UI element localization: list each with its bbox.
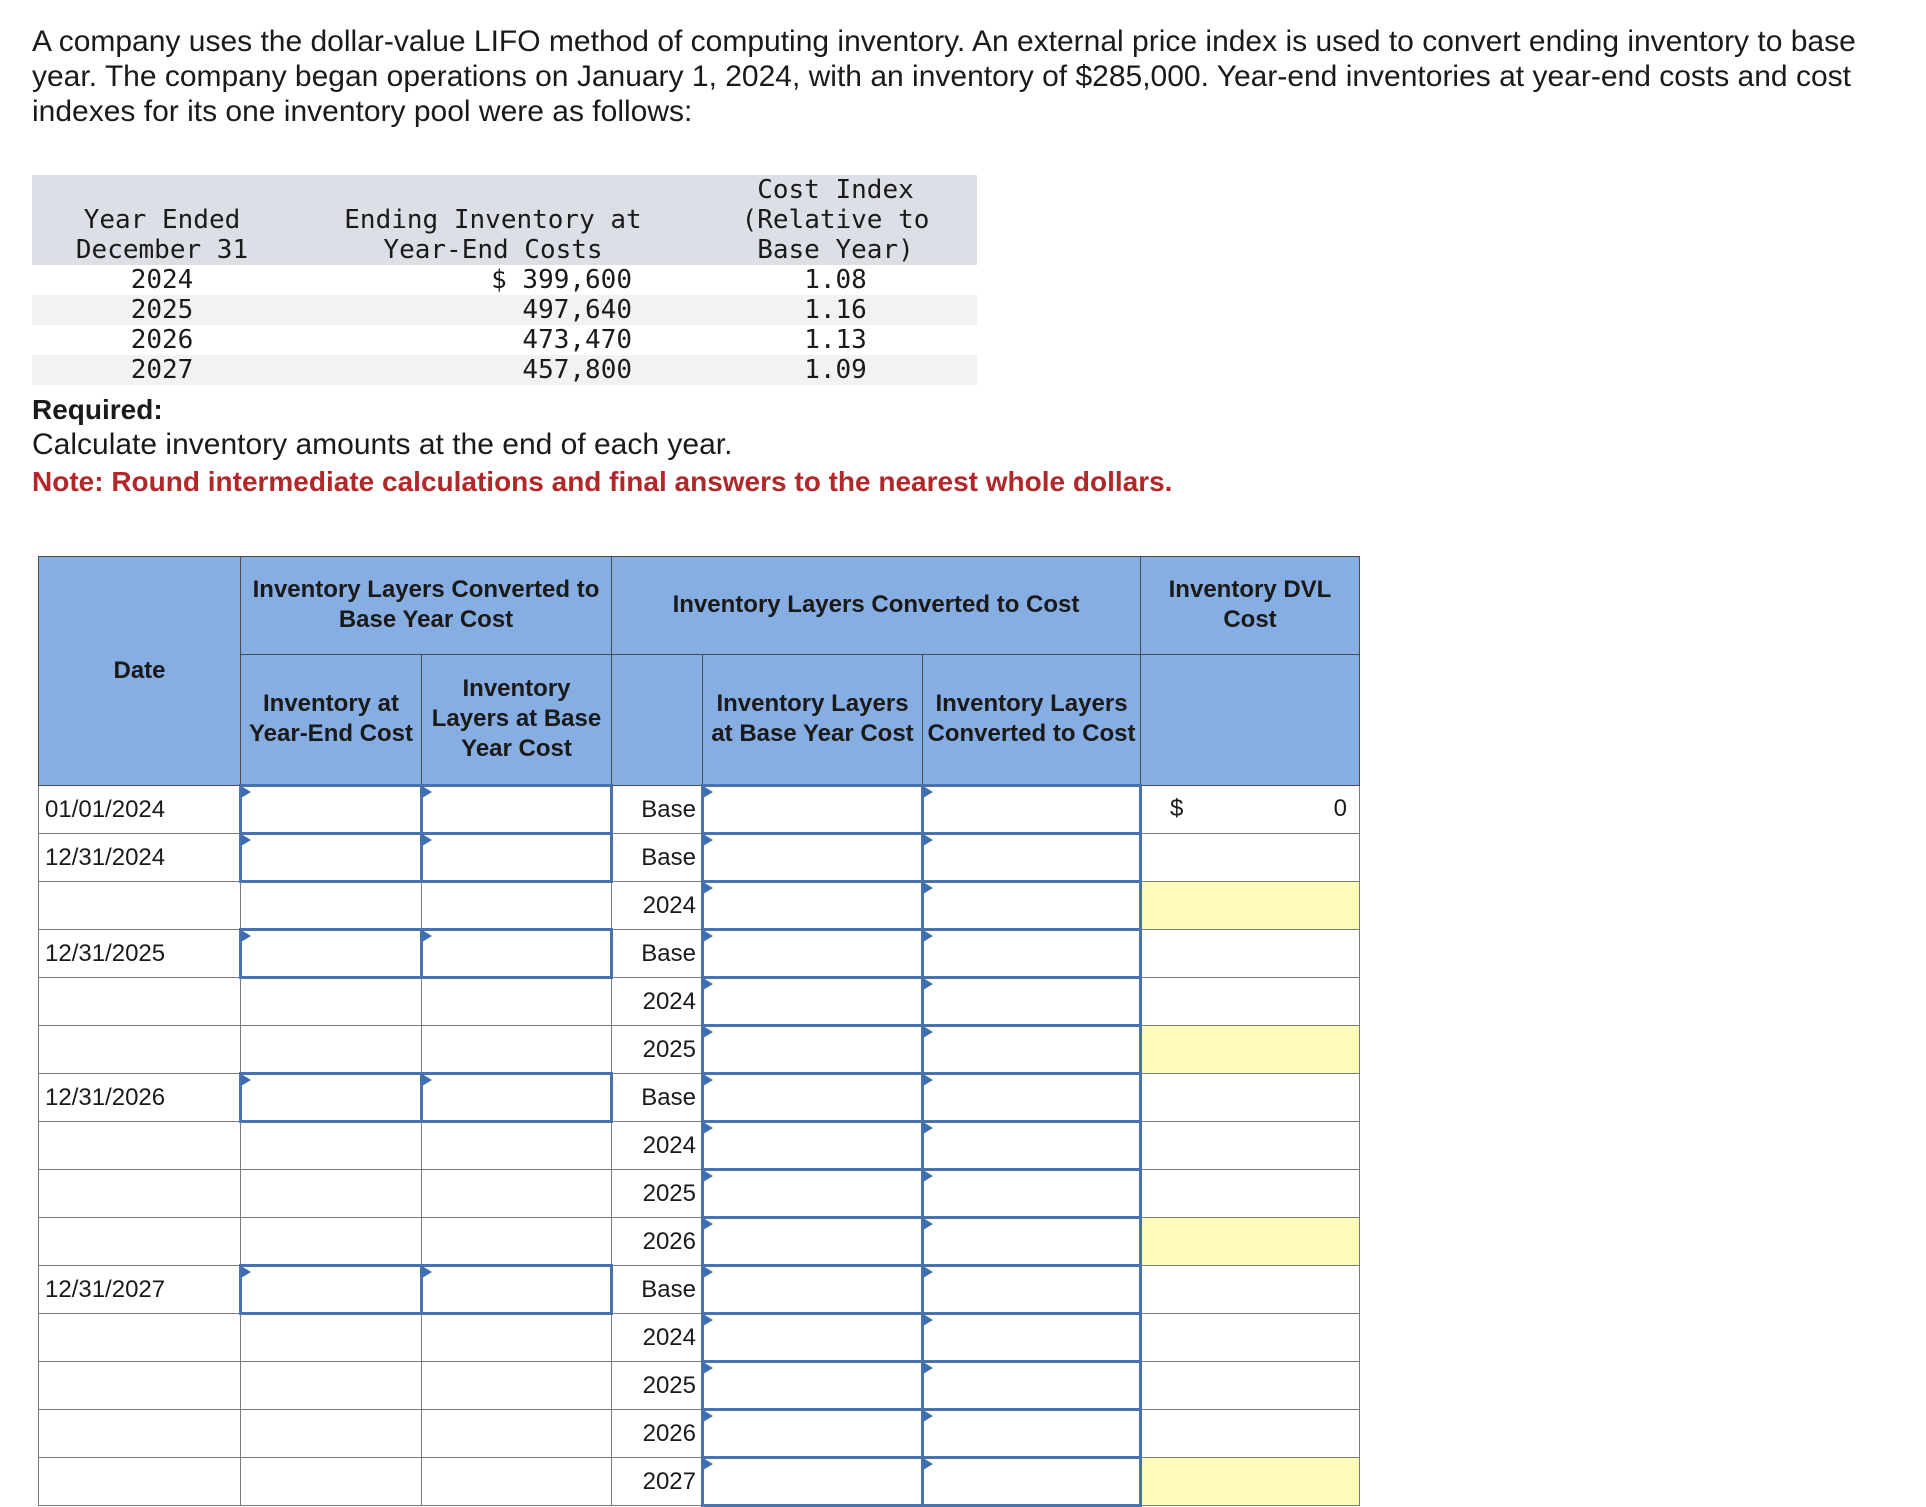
table-row bbox=[39, 882, 1360, 930]
empty-cell bbox=[422, 1362, 612, 1410]
layer-base-year-cost-input[interactable] bbox=[703, 1266, 923, 1314]
given-row bbox=[32, 295, 977, 325]
answer-input[interactable] bbox=[924, 1315, 1139, 1360]
layer-converted-cost-input[interactable] bbox=[923, 834, 1141, 882]
given-inventory: $ 399,600 bbox=[491, 265, 632, 295]
answer-input[interactable] bbox=[704, 1219, 921, 1264]
header-cost-index: Cost Index (Relative to Base Year) bbox=[694, 175, 977, 265]
answer-input[interactable] bbox=[924, 1219, 1139, 1264]
header-layers-base-year-cost: Inventory Layers at Base Year Cost bbox=[422, 654, 612, 785]
layer-base-year-cost-input[interactable] bbox=[703, 1314, 923, 1362]
layer-base-year-cost-input[interactable] bbox=[703, 978, 923, 1026]
given-row bbox=[32, 265, 977, 295]
answer-input[interactable] bbox=[242, 931, 420, 976]
answer-input[interactable] bbox=[924, 787, 1139, 832]
given-header-row bbox=[32, 175, 977, 265]
given-inventory: 497,640 bbox=[292, 295, 694, 325]
layer-base-year-cost-input[interactable] bbox=[703, 1170, 923, 1218]
given-year: 2024 bbox=[130, 265, 194, 295]
answer-input[interactable] bbox=[704, 835, 921, 880]
row-date bbox=[39, 882, 241, 930]
layer-label: 2024 bbox=[612, 1314, 703, 1362]
layer-converted-cost-input[interactable] bbox=[923, 930, 1141, 978]
table-row bbox=[39, 978, 1360, 1026]
answer-input[interactable] bbox=[924, 1411, 1139, 1456]
answer-header-row-1 bbox=[39, 557, 1360, 655]
dvl-cost-cell bbox=[1141, 930, 1360, 978]
header-layers-at-base-year-cost: Inventory Layers at Base Year Cost bbox=[703, 654, 923, 785]
layer-label: 2025 bbox=[612, 1026, 703, 1074]
answer-input[interactable] bbox=[423, 787, 610, 832]
given-index: 1.16 bbox=[694, 295, 977, 325]
dvl-cost-cell bbox=[1141, 1362, 1360, 1410]
layer-converted-cost-input[interactable] bbox=[923, 1218, 1141, 1266]
given-index: 1.09 bbox=[694, 355, 977, 385]
empty-cell bbox=[241, 1170, 422, 1218]
table-row bbox=[39, 930, 1360, 978]
answer-input[interactable] bbox=[704, 1123, 921, 1168]
header-inventory-year-end-cost: Inventory at Year-End Cost bbox=[241, 654, 422, 785]
layers-base-year-cost-input[interactable] bbox=[422, 1074, 612, 1122]
answer-input[interactable] bbox=[924, 1363, 1139, 1408]
layer-label: 2027 bbox=[612, 1458, 703, 1506]
given-inventory: 457,800 bbox=[292, 355, 694, 385]
layers-base-year-cost-input[interactable] bbox=[422, 786, 612, 834]
answer-input[interactable] bbox=[924, 1075, 1139, 1120]
answer-input[interactable] bbox=[704, 931, 921, 976]
layer-base-year-cost-input[interactable] bbox=[703, 1218, 923, 1266]
header-year-ended: Year Ended December 31 bbox=[32, 175, 292, 265]
empty-cell bbox=[241, 978, 422, 1026]
empty-cell bbox=[241, 1218, 422, 1266]
layer-converted-cost-input[interactable] bbox=[923, 1026, 1141, 1074]
table-row bbox=[39, 1074, 1360, 1122]
answer-input[interactable] bbox=[704, 883, 921, 928]
given-row bbox=[32, 355, 977, 385]
answer-input[interactable] bbox=[704, 1075, 921, 1120]
answer-input[interactable] bbox=[704, 1363, 921, 1408]
inventory-year-end-cost-input[interactable] bbox=[241, 1074, 422, 1122]
layer-label: 2024 bbox=[612, 978, 703, 1026]
required-note: Note: Round intermediate calculations and final answers to the nearest whole dollars. bbox=[32, 466, 1173, 497]
layer-label: 2024 bbox=[612, 1122, 703, 1170]
empty-cell bbox=[241, 1362, 422, 1410]
empty-cell bbox=[422, 1218, 612, 1266]
table-row bbox=[39, 1218, 1360, 1266]
table-row bbox=[39, 1266, 1360, 1314]
given-data-table bbox=[32, 175, 977, 385]
row-date bbox=[39, 1170, 241, 1218]
empty-cell bbox=[422, 978, 612, 1026]
layer-label: Base bbox=[612, 834, 703, 882]
row-date bbox=[39, 1410, 241, 1458]
row-date: 12/31/2024 bbox=[39, 834, 241, 882]
empty-cell bbox=[241, 1122, 422, 1170]
layer-base-year-cost-input[interactable] bbox=[703, 1410, 923, 1458]
table-row bbox=[39, 1314, 1360, 1362]
given-index: 1.08 bbox=[804, 265, 867, 295]
dvl-cost-cell bbox=[1141, 1266, 1360, 1314]
layer-base-year-cost-input[interactable] bbox=[703, 1074, 923, 1122]
given-year: 2025 bbox=[32, 295, 292, 325]
inventory-year-end-cost-input[interactable] bbox=[241, 786, 422, 834]
header-date: Date bbox=[39, 557, 241, 786]
header-group-cost: Inventory Layers Converted to Cost bbox=[612, 557, 1141, 655]
row-date: 12/31/2027 bbox=[39, 1266, 241, 1314]
empty-cell bbox=[241, 1410, 422, 1458]
answer-input[interactable] bbox=[704, 979, 921, 1024]
layer-base-year-cost-input[interactable] bbox=[703, 882, 923, 930]
dvl-total-cell bbox=[1141, 1026, 1360, 1074]
answer-input[interactable] bbox=[704, 787, 921, 832]
problem-statement: A company uses the dollar-value LIFO method of computing inventory. An external price index is used to convert ending inventory to base year. The company began operations on January 1, 2024, with an inventory of $285,000. Year-end inventories at year-end costs and cost indexes for its one inventory pool were as follows: bbox=[32, 25, 1856, 128]
layer-label: Base bbox=[612, 1266, 703, 1314]
empty-cell bbox=[422, 1026, 612, 1074]
given-year: 2026 bbox=[130, 325, 194, 355]
inventory-year-end-cost-input[interactable] bbox=[241, 1266, 422, 1314]
layer-converted-cost-input[interactable] bbox=[923, 1314, 1141, 1362]
answer-table bbox=[38, 556, 1360, 1507]
layer-converted-cost-input[interactable] bbox=[923, 1266, 1141, 1314]
empty-cell bbox=[422, 1314, 612, 1362]
layer-label: 2026 bbox=[612, 1410, 703, 1458]
header-layers-converted-to-cost: Inventory Layers Converted to Cost bbox=[923, 654, 1141, 785]
given-row bbox=[32, 325, 977, 355]
dvl-cost-cell bbox=[1141, 978, 1360, 1026]
dvl-total-cell bbox=[1141, 882, 1360, 930]
layer-base-year-cost-input[interactable] bbox=[703, 786, 923, 834]
answer-input[interactable] bbox=[924, 1267, 1139, 1312]
layer-converted-cost-input[interactable] bbox=[923, 1362, 1141, 1410]
given-inventory: 473,470 bbox=[522, 325, 632, 355]
answer-input[interactable] bbox=[924, 931, 1139, 976]
row-date bbox=[39, 978, 241, 1026]
empty-cell bbox=[241, 882, 422, 930]
header-dvl-blank bbox=[1141, 654, 1360, 785]
table-row bbox=[39, 1122, 1360, 1170]
answer-input[interactable] bbox=[423, 835, 610, 880]
layers-base-year-cost-input[interactable] bbox=[422, 1266, 612, 1314]
dvl-cost-cell bbox=[1141, 1314, 1360, 1362]
layer-converted-cost-input[interactable] bbox=[923, 1170, 1141, 1218]
row-date: 12/31/2025 bbox=[39, 930, 241, 978]
table-row bbox=[39, 786, 1360, 834]
layer-label: Base bbox=[612, 786, 703, 834]
layer-label: 2024 bbox=[612, 882, 703, 930]
dvl-value: 0 bbox=[1333, 795, 1347, 822]
header-group-base-year: Inventory Layers Converted to Base Year Cost bbox=[241, 557, 612, 655]
given-index: 1.13 bbox=[804, 325, 867, 355]
dvl-total-cell bbox=[1141, 1218, 1360, 1266]
dvl-cost-cell bbox=[1141, 1122, 1360, 1170]
row-date bbox=[39, 1122, 241, 1170]
answer-input[interactable] bbox=[242, 1267, 420, 1312]
layer-base-year-cost-input[interactable] bbox=[703, 1026, 923, 1074]
empty-cell bbox=[241, 1314, 422, 1362]
table-row bbox=[39, 834, 1360, 882]
dvl-cost-cell bbox=[1141, 1410, 1360, 1458]
currency-symbol: $ bbox=[1170, 795, 1184, 822]
empty-cell bbox=[422, 1170, 612, 1218]
answer-input[interactable] bbox=[924, 1027, 1139, 1072]
layer-converted-cost-input[interactable] bbox=[923, 978, 1141, 1026]
answer-input[interactable] bbox=[242, 787, 420, 832]
table-row bbox=[39, 1410, 1360, 1458]
answer-input[interactable] bbox=[704, 1027, 921, 1072]
answer-input[interactable] bbox=[704, 1315, 921, 1360]
row-date: 12/31/2026 bbox=[39, 1074, 241, 1122]
layer-converted-cost-input[interactable] bbox=[923, 786, 1141, 834]
answer-input[interactable] bbox=[924, 1123, 1139, 1168]
inventory-year-end-cost-input[interactable] bbox=[241, 834, 422, 882]
row-date bbox=[39, 1314, 241, 1362]
layer-base-year-cost-input[interactable] bbox=[703, 834, 923, 882]
empty-cell bbox=[422, 1410, 612, 1458]
layer-converted-cost-input[interactable] bbox=[923, 882, 1141, 930]
layer-base-year-cost-input[interactable] bbox=[703, 1122, 923, 1170]
given-year: 2027 bbox=[32, 355, 292, 385]
table-row bbox=[39, 1026, 1360, 1074]
layer-label: Base bbox=[612, 1074, 703, 1122]
answer-input[interactable] bbox=[924, 979, 1139, 1024]
layer-label: 2026 bbox=[612, 1218, 703, 1266]
table-row bbox=[39, 1362, 1360, 1410]
table-row bbox=[39, 1170, 1360, 1218]
layer-label: 2025 bbox=[612, 1362, 703, 1410]
layer-converted-cost-input[interactable] bbox=[923, 1410, 1141, 1458]
answer-input[interactable] bbox=[423, 931, 610, 976]
layer-base-year-cost-input[interactable] bbox=[703, 930, 923, 978]
answer-input[interactable] bbox=[924, 835, 1139, 880]
layer-label: 2025 bbox=[612, 1170, 703, 1218]
answer-input[interactable] bbox=[924, 883, 1139, 928]
row-date bbox=[39, 1218, 241, 1266]
answer-input[interactable] bbox=[423, 1267, 610, 1312]
required-heading: Required: bbox=[32, 394, 163, 425]
empty-cell bbox=[241, 1026, 422, 1074]
dvl-cost-value bbox=[1141, 786, 1360, 834]
header-dvl-cost: Inventory DVL Cost bbox=[1141, 557, 1360, 655]
layer-converted-cost-input[interactable] bbox=[923, 1122, 1141, 1170]
layer-label: Base bbox=[612, 930, 703, 978]
dvl-cost-cell bbox=[1141, 834, 1360, 882]
row-date: 01/01/2024 bbox=[39, 786, 241, 834]
dvl-cost-cell bbox=[1141, 1170, 1360, 1218]
answer-input[interactable] bbox=[924, 1171, 1139, 1216]
dvl-cost-cell bbox=[1141, 1074, 1360, 1122]
header-ending-inventory: Ending Inventory at Year-End Costs bbox=[292, 175, 694, 265]
required-text: Calculate inventory amounts at the end of each year. bbox=[32, 428, 733, 461]
answer-input[interactable] bbox=[423, 1075, 610, 1120]
layer-base-year-cost-input[interactable] bbox=[703, 1362, 923, 1410]
layers-base-year-cost-input[interactable] bbox=[422, 930, 612, 978]
answer-input[interactable] bbox=[704, 1411, 921, 1456]
header-layer-label bbox=[612, 654, 703, 785]
answer-input[interactable] bbox=[704, 1171, 921, 1216]
inventory-year-end-cost-input[interactable] bbox=[241, 930, 422, 978]
empty-cell bbox=[422, 1122, 612, 1170]
row-date bbox=[39, 1362, 241, 1410]
empty-cell bbox=[422, 882, 612, 930]
answer-input[interactable] bbox=[242, 835, 420, 880]
row-date bbox=[39, 1026, 241, 1074]
layer-converted-cost-input[interactable] bbox=[923, 1074, 1141, 1122]
answer-input[interactable] bbox=[704, 1267, 921, 1312]
layers-base-year-cost-input[interactable] bbox=[422, 834, 612, 882]
answer-input[interactable] bbox=[242, 1075, 420, 1120]
